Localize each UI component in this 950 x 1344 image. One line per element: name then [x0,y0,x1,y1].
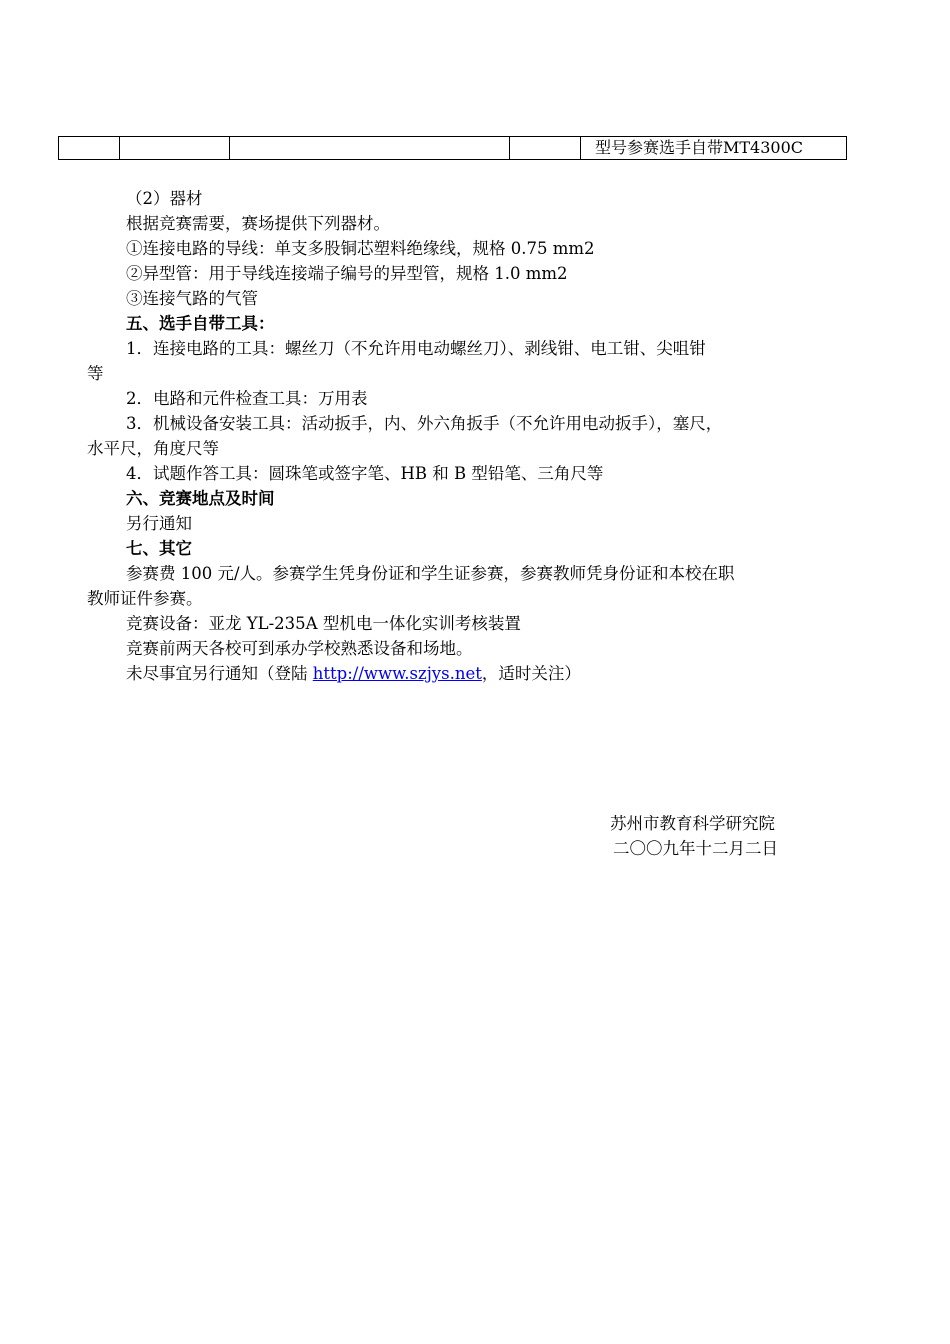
table-cell-model: 型号参赛选手自带MT4300C [581,137,847,160]
table-cell [120,137,230,160]
equipment-item-airpipe: ③连接气路的气管 [126,289,258,308]
section7-fee-cont: 教师证件参赛。 [87,589,203,608]
equipment-item-wire: ①连接电路的导线：单支多股铜芯塑料绝缘线，规格 0.75 mm2 [126,239,595,258]
section5-heading: 五、选手自带工具： [126,314,275,333]
table-row [59,137,847,160]
section7-heading: 七、其它 [126,539,192,558]
website-link[interactable]: http://www.szjys.net [312,664,482,683]
notice-text-before: 未尽事宜另行通知（登陆 [126,664,313,683]
table-cell [230,137,510,160]
equipment-item-tube: ②异型管：用于导线连接端子编号的异型管，规格 1.0 mm2 [126,264,568,283]
section5-item3-cont: 水平尺，角度尺等 [87,439,219,458]
signature-date: 二〇〇九年十二月二日 [613,839,778,858]
notice-text-after: ，适时关注） [481,664,581,683]
equipment-table [58,136,847,160]
signature-org: 苏州市教育科学研究院 [610,814,775,833]
equipment-intro: 根据竞赛需要，赛场提供下列器材。 [126,214,390,233]
section5-item4: 4．试题作答工具：圆珠笔或签字笔、HB 和 B 型铅笔、三角尺等 [126,464,604,483]
section5-item1-cont: 等 [87,364,104,383]
section7-fee: 参赛费 100 元/人。参赛学生凭身份证和学生证参赛，参赛教师凭身份证和本校在职 [126,564,735,583]
section7-preview: 竞赛前两天各校可到承办学校熟悉设备和场地。 [126,639,473,658]
section6-text: 另行通知 [126,514,192,533]
section6-heading: 六、竞赛地点及时间 [126,489,275,508]
section5-item1: 1．连接电路的工具：螺丝刀（不允许用电动螺丝刀）、剥线钳、电工钳、尖咀钳 [126,339,706,358]
section7-notice [126,661,581,686]
table-cell [510,137,581,160]
table-cell [59,137,120,160]
section5-item2: 2．电路和元件检查工具：万用表 [126,389,368,408]
section5-item3: 3．机械设备安装工具：活动扳手，内、外六角扳手（不允许用电动扳手），塞尺， [126,414,723,433]
section7-device: 竞赛设备：亚龙 YL-235A 型机电一体化实训考核装置 [126,614,521,633]
equipment-heading: （2）器材 [126,189,203,208]
